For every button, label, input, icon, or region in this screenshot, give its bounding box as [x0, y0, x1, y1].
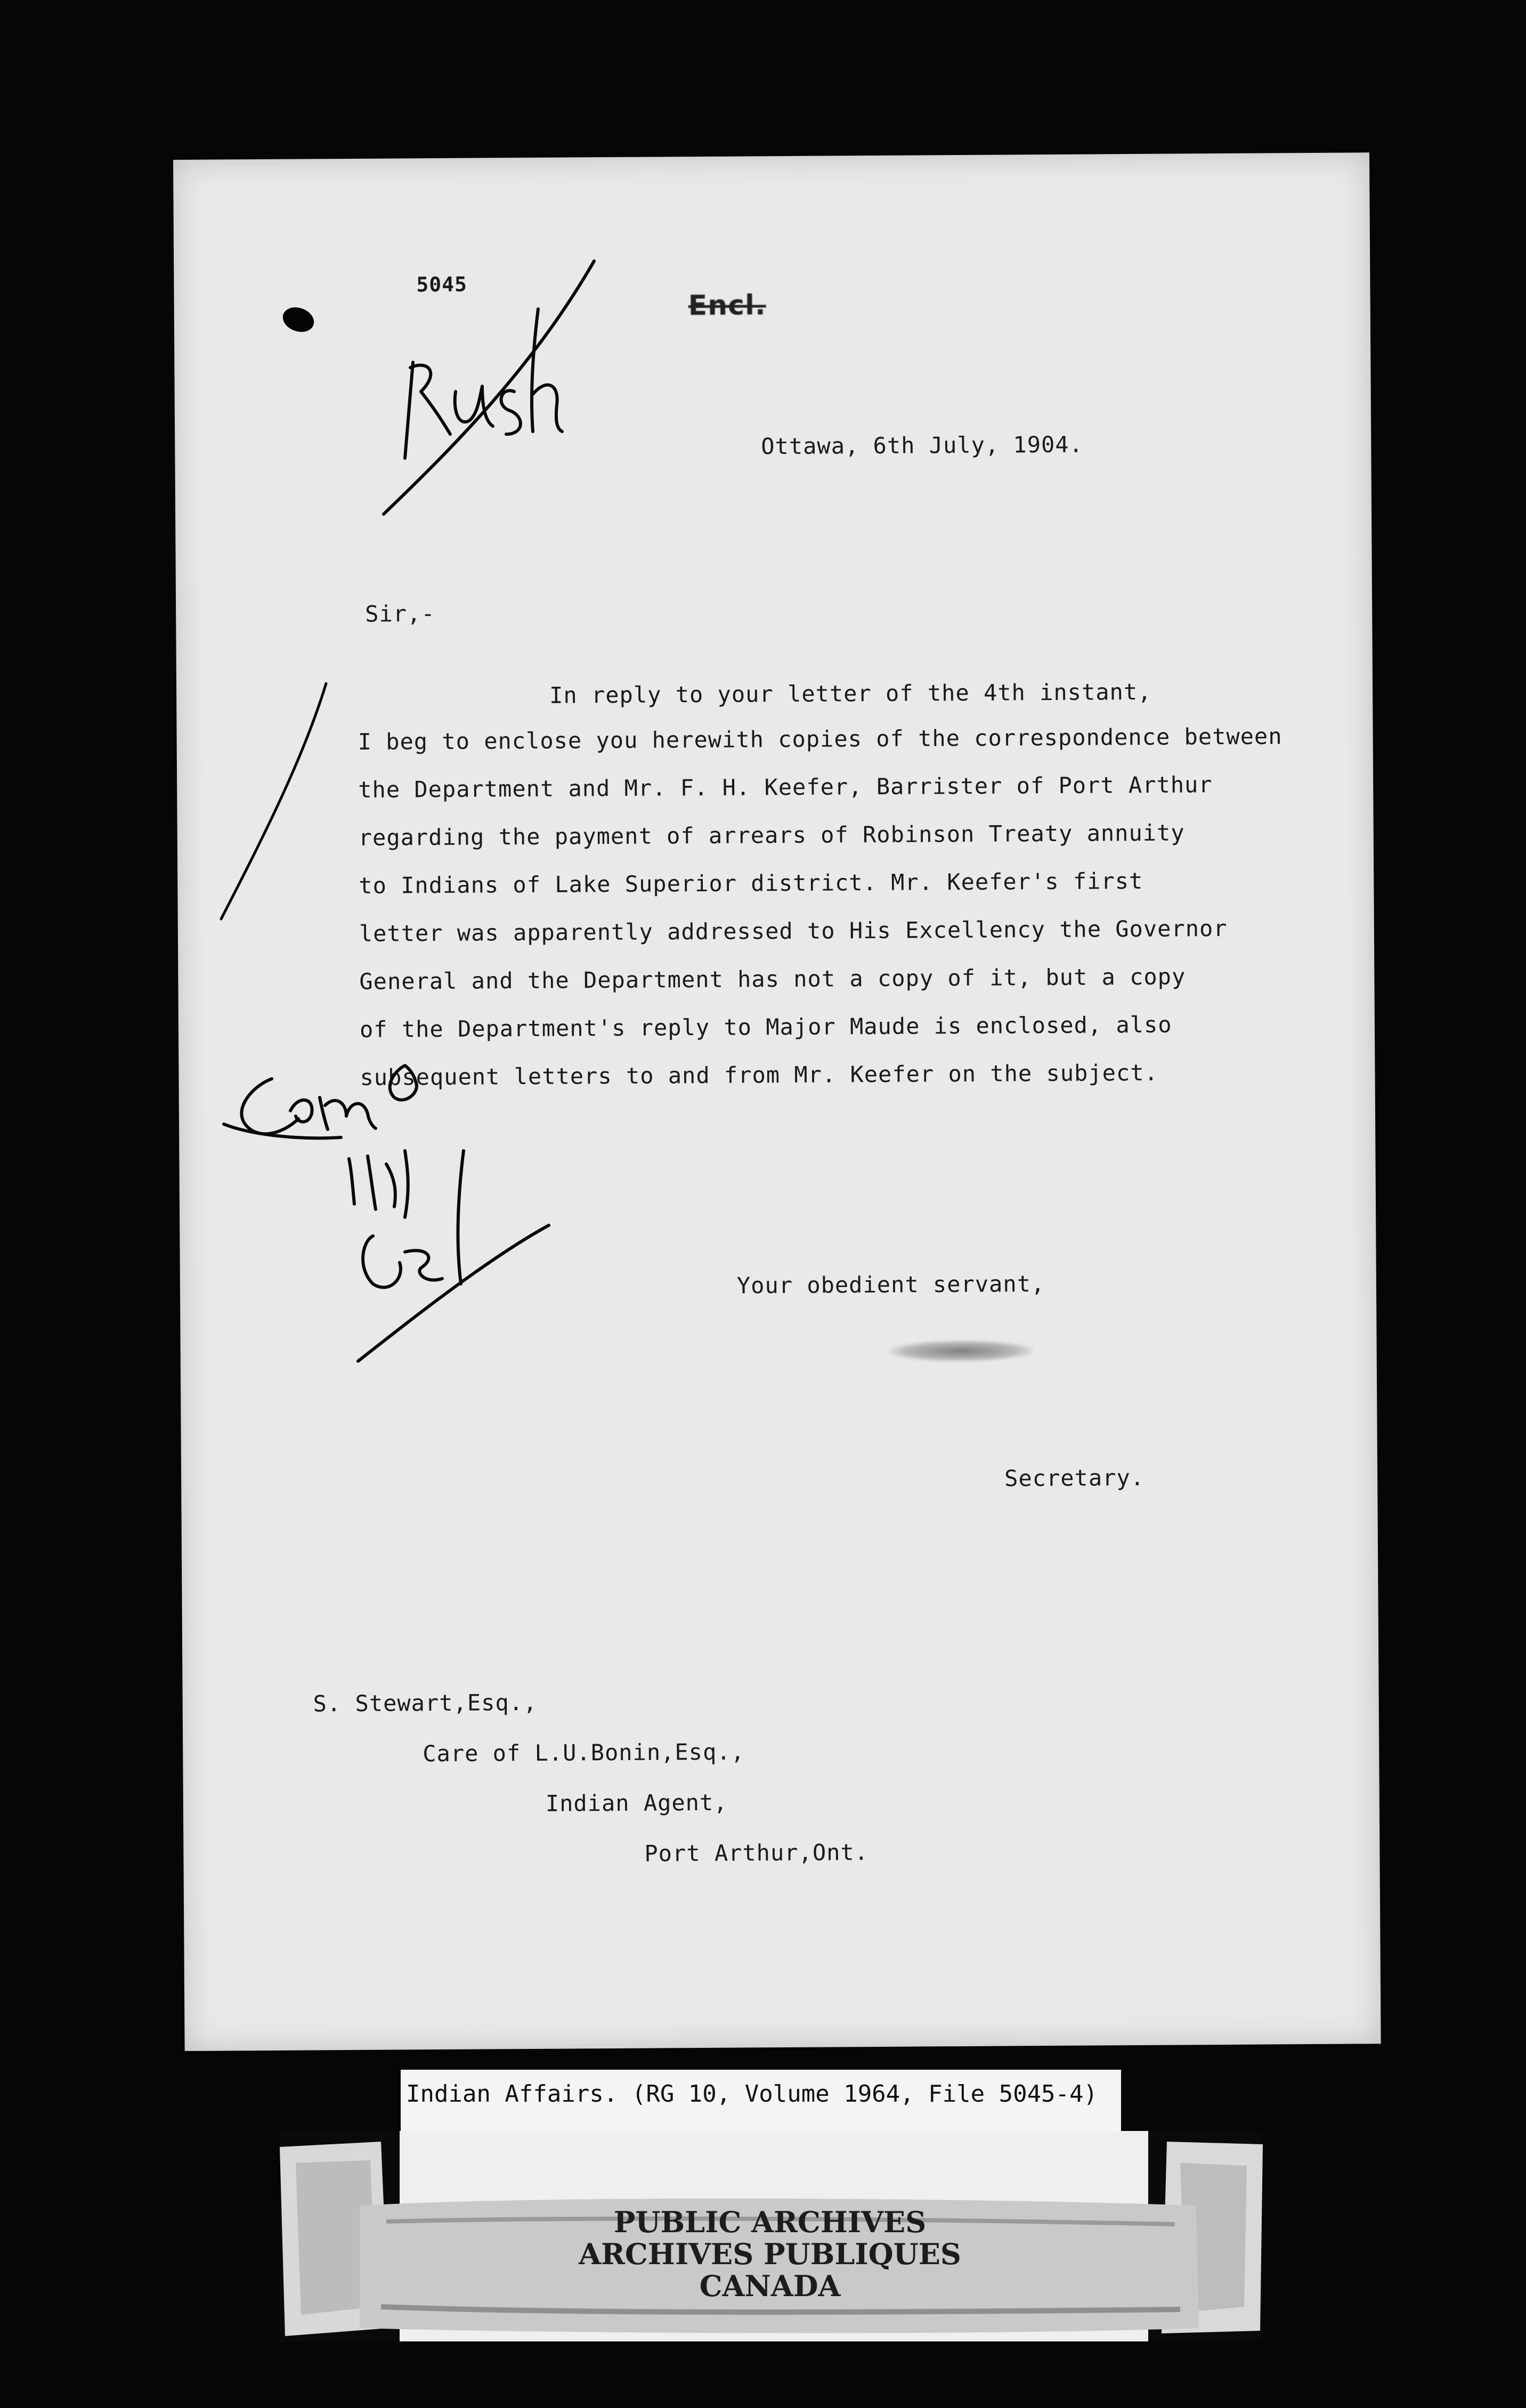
seal-line: PUBLIC ARCHIVES [613, 2205, 927, 2239]
file-number: 5045 [416, 272, 468, 297]
address-line: Indian Agent, [545, 1789, 728, 1817]
address-line: S. Stewart,Esq., [313, 1689, 538, 1717]
body-line: General and the Department has not a copy of it, but a copy [359, 963, 1186, 995]
body-line: subsequent letters to and from Mr. Keefer on the subject. [360, 1059, 1158, 1091]
closing: Your obedient servant, [736, 1271, 1045, 1299]
body-line: I beg to enclose you herewith copies of the correspondence between [358, 723, 1283, 755]
seal-line: ARCHIVES PUBLIQUES [579, 2237, 961, 2271]
signature-smudge [889, 1340, 1033, 1362]
salutation: Sir,- [365, 600, 435, 627]
letter-page [173, 152, 1381, 2051]
body-line: regarding the payment of arrears of Robinson Treaty annuity [358, 819, 1185, 851]
public-archives-seal [280, 2131, 1263, 2341]
body-line: of the Department's reply to Major Maude is enclosed, also [359, 1011, 1172, 1043]
dateline: Ottawa, 6th July, 1904. [761, 431, 1084, 460]
address-line: Care of L.U.Bonin,Esq., [423, 1738, 745, 1767]
body-line: the Department and Mr. F. H. Keefer, Barrister of Port Arthur [358, 771, 1213, 803]
body-line: In reply to your letter of the 4th instant, [549, 678, 1152, 709]
archive-reference: Indian Affairs. (RG 10, Volume 1964, File 5045-4) [406, 2080, 1098, 2108]
body-line: letter was apparently addressed to His Excellency the Governor [359, 915, 1228, 947]
body-line: to Indians of Lake Superior district. Mr. Keefer's first [359, 867, 1143, 899]
enclosure-stamp: Encl. [688, 289, 766, 322]
address-line: Port Arthur,Ont. [644, 1839, 869, 1867]
signer-title: Secretary. [1004, 1464, 1145, 1492]
seal-line: CANADA [699, 2269, 841, 2303]
